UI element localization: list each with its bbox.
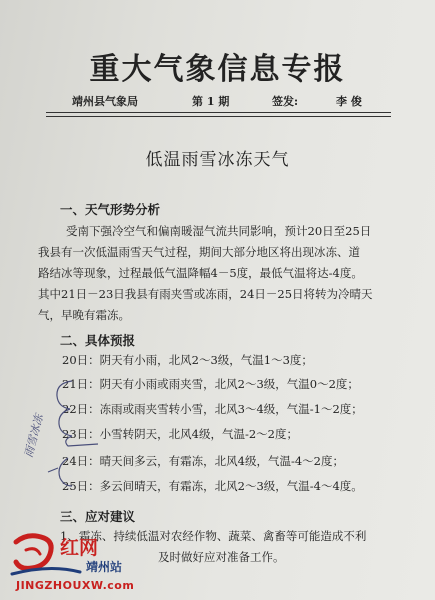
forecast-row: 20日：阴天有小雨，北风2～3级，气温1～3度；	[62, 353, 313, 367]
signer-name: 李 俊	[336, 95, 362, 108]
advice-line: 1、霜冻、持续低温对农经作物、蔬菜、禽畜等可能造成不利	[60, 529, 367, 543]
document-title: 低温雨雪冰冻天气	[145, 150, 290, 170]
watermark-station: 靖州站	[86, 560, 123, 574]
analysis-line: 我县有一次低温雨雪天气过程，期间大部分地区将出现冰冻、道	[38, 245, 360, 259]
bracket-21	[57, 381, 72, 409]
analysis-line: 受南下强冷空气和偏南暖湿气流共同影响，预计20日至25日	[66, 224, 372, 238]
agency-name: 靖州县气象局	[72, 95, 138, 108]
section-heading-analysis: 一、天气形势分析	[60, 202, 161, 217]
annotation-pointer	[48, 468, 58, 472]
watermark-logo-text: 红网	[60, 537, 99, 559]
section-heading-forecast: 二、具体预报	[60, 333, 136, 348]
analysis-line: 路结冰等现象，过程最低气温降幅4－5度，最低气温将达-4度。	[38, 266, 363, 280]
forecast-row: 22日：冻雨或雨夹雪转小雪，北风3～4级，气温-1～2度；	[62, 402, 363, 416]
signer-label: 签发:	[272, 95, 299, 108]
forecast-row: 23日：小雪转阴天，北风4级，气温-2～2度；	[62, 427, 298, 441]
forecast-row: 21日：阴天有小雨或雨夹雪，北风2～3级，气温0～2度；	[62, 377, 359, 391]
watermark-site: JINGZHOUXW.com	[16, 579, 135, 592]
logo-swirl-inner	[26, 549, 40, 554]
section-heading-advice: 三、应对建议	[60, 509, 136, 524]
analysis-line: 气，早晚有霜冻。	[38, 308, 130, 322]
bracket-24-25	[59, 458, 72, 486]
bracket-23	[66, 436, 98, 446]
issue-number: 第 1 期	[192, 95, 230, 108]
analysis-line: 其中21日－23日我县有雨夹雪或冻雨，24日－25日将转为冷晴天	[38, 287, 373, 301]
advice-line: 及时做好应对准备工作。	[158, 550, 285, 564]
handwritten-annotation: 雨雪冰冻	[21, 413, 46, 459]
forecast-row: 24日：晴天间多云，有霜冻，北风4级，气温-4～2度；	[62, 454, 344, 468]
forecast-row: 25日：多云间晴天，有霜冻，北风2～3级，气温-4～4度。	[62, 479, 363, 493]
bracket-22	[59, 409, 72, 436]
logo-swirl	[16, 536, 51, 569]
report-header-title: 重大气象信息专报	[89, 52, 346, 87]
